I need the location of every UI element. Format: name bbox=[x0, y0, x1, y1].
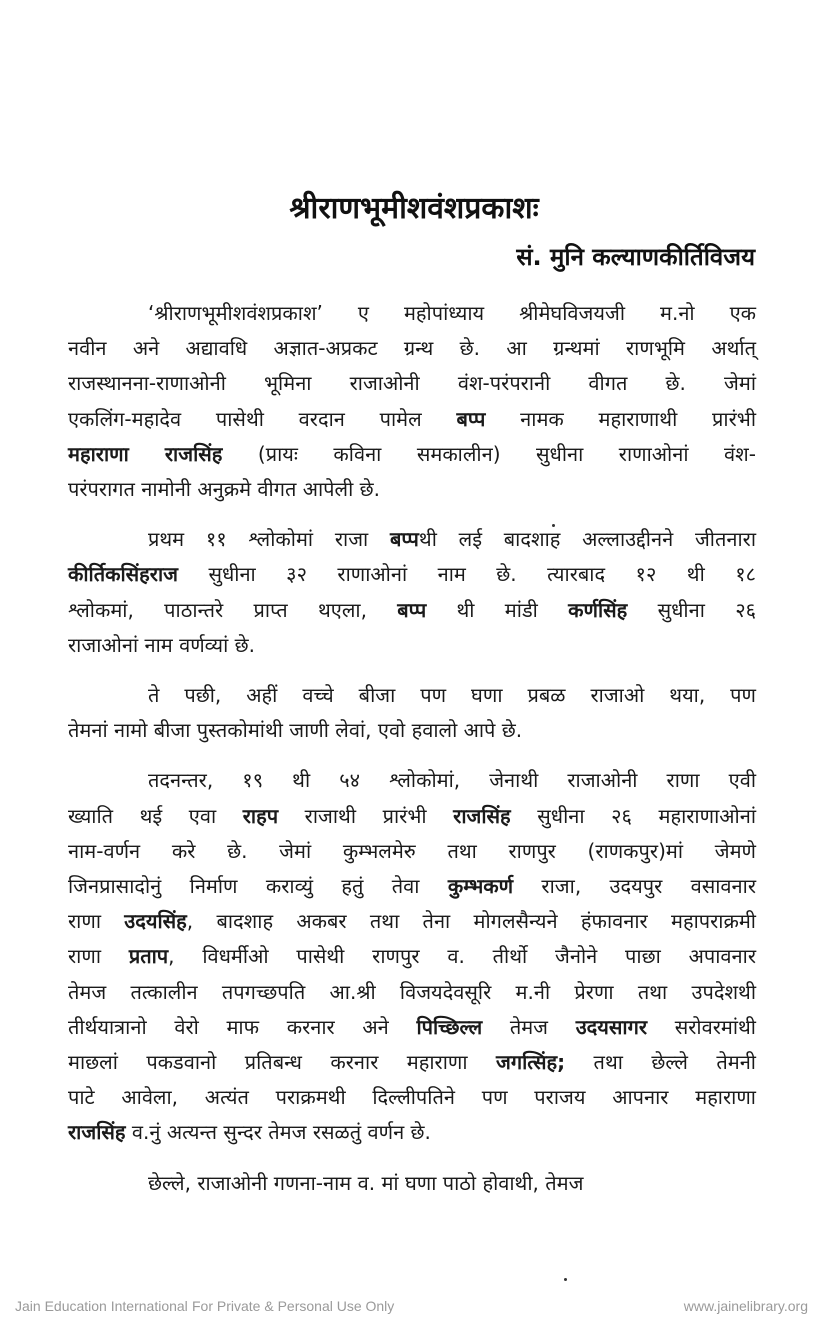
text-run: तदनन्तर, १९ थी ५४ श्लोकोमां, जेनाथी राजाओनी राणा एवी bbox=[148, 768, 756, 793]
footer-website: www.jainelibrary.org bbox=[683, 1298, 808, 1314]
text-run: एकलिंग-महादेव पासेथी वरदान पामेल bbox=[68, 406, 457, 431]
text-run: श्लोकमां, पाठान्तरे प्राप्त थएला, bbox=[68, 597, 398, 622]
text-line bbox=[68, 763, 756, 798]
text-run: जिनप्रासादोनुं निर्माण कराव्युं हतुं तेवा bbox=[68, 874, 448, 899]
text-line bbox=[68, 869, 756, 904]
emphasized-name: बप्प bbox=[397, 597, 427, 622]
text-run: राणा bbox=[68, 944, 129, 969]
text-run: , बादशाह अकबर तथा तेना मोगलसैन्यने हंफावनार महापराक्रमी bbox=[186, 909, 756, 934]
emphasized-name: उदयसागर bbox=[575, 1014, 648, 1039]
text-run: तीर्थयात्रानो वेरो माफ करनार अने bbox=[68, 1014, 417, 1039]
author-credit: सं. मुनि कल्याणकीर्तिविजय bbox=[516, 243, 755, 271]
paragraph bbox=[68, 763, 756, 1150]
text-run: नाम-वर्णन करे छे. जेमां कुम्भलमेरु तथा राणपुर (राणकपुर)मां जेमणे bbox=[68, 838, 756, 863]
text-line bbox=[68, 366, 756, 401]
emphasized-name: राजसिंह bbox=[68, 1120, 126, 1145]
text-line bbox=[68, 402, 756, 437]
text-run: राजाओनां नाम वर्णव्यां छे. bbox=[68, 632, 256, 657]
text-run: प्रथम ११ श्लोकोमां राजा bbox=[148, 527, 390, 552]
emphasized-name: महाराणा राजसिंह bbox=[68, 441, 223, 466]
page-title: श्रीराणभूमीशवंशप्रकाशः bbox=[289, 191, 539, 226]
emphasized-name: कुम्भकर्ण bbox=[447, 874, 514, 899]
text-run: सुधीना २६ bbox=[627, 597, 756, 622]
text-line bbox=[68, 1010, 756, 1045]
text-run: छेल्ले, राजाओनी गणना-नाम व. मां घणा पाठो होवाथी, तेमज bbox=[148, 1170, 584, 1195]
text-line bbox=[68, 975, 756, 1010]
emphasized-name: बप्प bbox=[389, 527, 419, 552]
emphasized-name: राजसिंह bbox=[453, 803, 511, 828]
text-line bbox=[68, 437, 756, 472]
text-run: व.नुं अत्यन्त सुन्दर तेमज रसळतुं वर्णन छे. bbox=[125, 1120, 431, 1145]
text-line bbox=[68, 939, 756, 974]
text-line bbox=[68, 472, 756, 507]
emphasized-name: पिच्छिल्ल bbox=[416, 1014, 483, 1039]
paragraph bbox=[68, 296, 756, 507]
text-run: सुधीना २६ महाराणाओनां bbox=[510, 803, 756, 828]
text-line bbox=[68, 904, 756, 939]
text-run: तेमज तत्कालीन तपगच्छपति आ.श्री विजयदेवसूरि म.नी प्रेरणा तथा उपदेशथी bbox=[68, 979, 756, 1004]
text-run: ख्याति थई एवा bbox=[68, 803, 243, 828]
text-run: तथा छेल्ले तेमनी bbox=[565, 1050, 756, 1075]
text-run: तेमज bbox=[482, 1014, 576, 1039]
text-line bbox=[68, 834, 756, 869]
text-line bbox=[68, 678, 756, 713]
text-run: राजाथी प्रारंभी bbox=[278, 803, 454, 828]
emphasized-name: उदयसिंह bbox=[124, 909, 187, 934]
stray-print-mark bbox=[564, 1278, 567, 1281]
text-line bbox=[68, 799, 756, 834]
text-line bbox=[68, 1045, 756, 1080]
paragraph bbox=[68, 522, 756, 663]
text-line bbox=[68, 557, 756, 592]
emphasized-name: कीर्तिकसिंहराज bbox=[68, 562, 178, 587]
emphasized-name: राहप bbox=[242, 803, 279, 828]
stray-print-mark bbox=[552, 524, 555, 527]
text-line bbox=[68, 1166, 756, 1201]
text-line bbox=[68, 522, 756, 557]
text-run: ‘श्रीराणभूमीशवंशप्रकाश’ ए महोपांध्याय श्रीमेघविजयजी म.नो एक bbox=[148, 301, 756, 325]
text-line bbox=[68, 713, 756, 748]
page-footer bbox=[0, 1298, 828, 1318]
text-run: राजस्थानना-राणाओनी भूमिना राजाओनी वंश-परंपरानी वीगत छे. जेमां bbox=[68, 371, 756, 396]
text-run: थी लई बादशाह अल्लाउद्दीनने जीतनारा bbox=[418, 527, 757, 552]
text-run: राजा, उदयपुर वसावनार bbox=[513, 874, 757, 899]
text-run: राणा bbox=[68, 909, 125, 934]
text-run: नामक महाराणाथी प्रारंभी bbox=[485, 406, 756, 431]
text-line bbox=[68, 1080, 756, 1115]
emphasized-name: बप्प bbox=[456, 406, 486, 431]
text-run: ते पछी, अहीं वच्चे बीजा पण घणा प्रबळ राजाओ थया, पण bbox=[148, 683, 756, 708]
text-run: माछलां पकडवानो प्रतिबन्ध करनार महाराणा bbox=[68, 1050, 496, 1075]
text-run: तेमनां नामो बीजा पुस्तकोमांथी जाणी लेवां, एवो हवालो आपे छे. bbox=[68, 718, 523, 743]
text-line bbox=[68, 593, 756, 628]
text-run: सरोवरमांथी bbox=[647, 1014, 756, 1039]
footer-publisher: Jain Education International bbox=[15, 1298, 188, 1314]
text-run: (प्रायः कविना समकालीन) सुधीना राणाओनां वंश- bbox=[222, 441, 756, 466]
text-run: थी मांडी bbox=[426, 597, 569, 622]
emphasized-name: प्रताप bbox=[128, 944, 169, 969]
text-run: सुधीना ३२ राणाओनां नाम छे. त्यारबाद १२ थी १८ bbox=[178, 562, 756, 587]
body-text bbox=[68, 296, 756, 1216]
text-run: नवीन अने अद्यावधि अज्ञात-अप्रकट ग्रन्थ छे. आ ग्रन्थमां राणभूमि अर्थात् bbox=[68, 336, 756, 361]
text-run: परंपरागत नामोनी अनुक्रमे वीगत आपेली छे. bbox=[68, 477, 380, 502]
paragraph bbox=[68, 678, 756, 748]
text-run: , विधर्मीओ पासेथी राणपुर व. तीर्थो जैनोने पाछा अपावनार bbox=[168, 944, 756, 969]
paragraph bbox=[68, 1166, 756, 1201]
text-run: पाटे आवेला, अत्यंत पराक्रमथी दिल्लीपतिने पण पराजय आपनार महाराणा bbox=[68, 1085, 756, 1110]
footer-usage-notice: For Private & Personal Use Only bbox=[192, 1298, 395, 1314]
emphasized-name: जगत्सिंह; bbox=[495, 1050, 566, 1075]
emphasized-name: कर्णसिंह bbox=[568, 597, 628, 622]
text-line bbox=[68, 296, 756, 331]
text-line bbox=[68, 1115, 756, 1150]
text-line bbox=[68, 628, 756, 663]
text-line bbox=[68, 331, 756, 366]
